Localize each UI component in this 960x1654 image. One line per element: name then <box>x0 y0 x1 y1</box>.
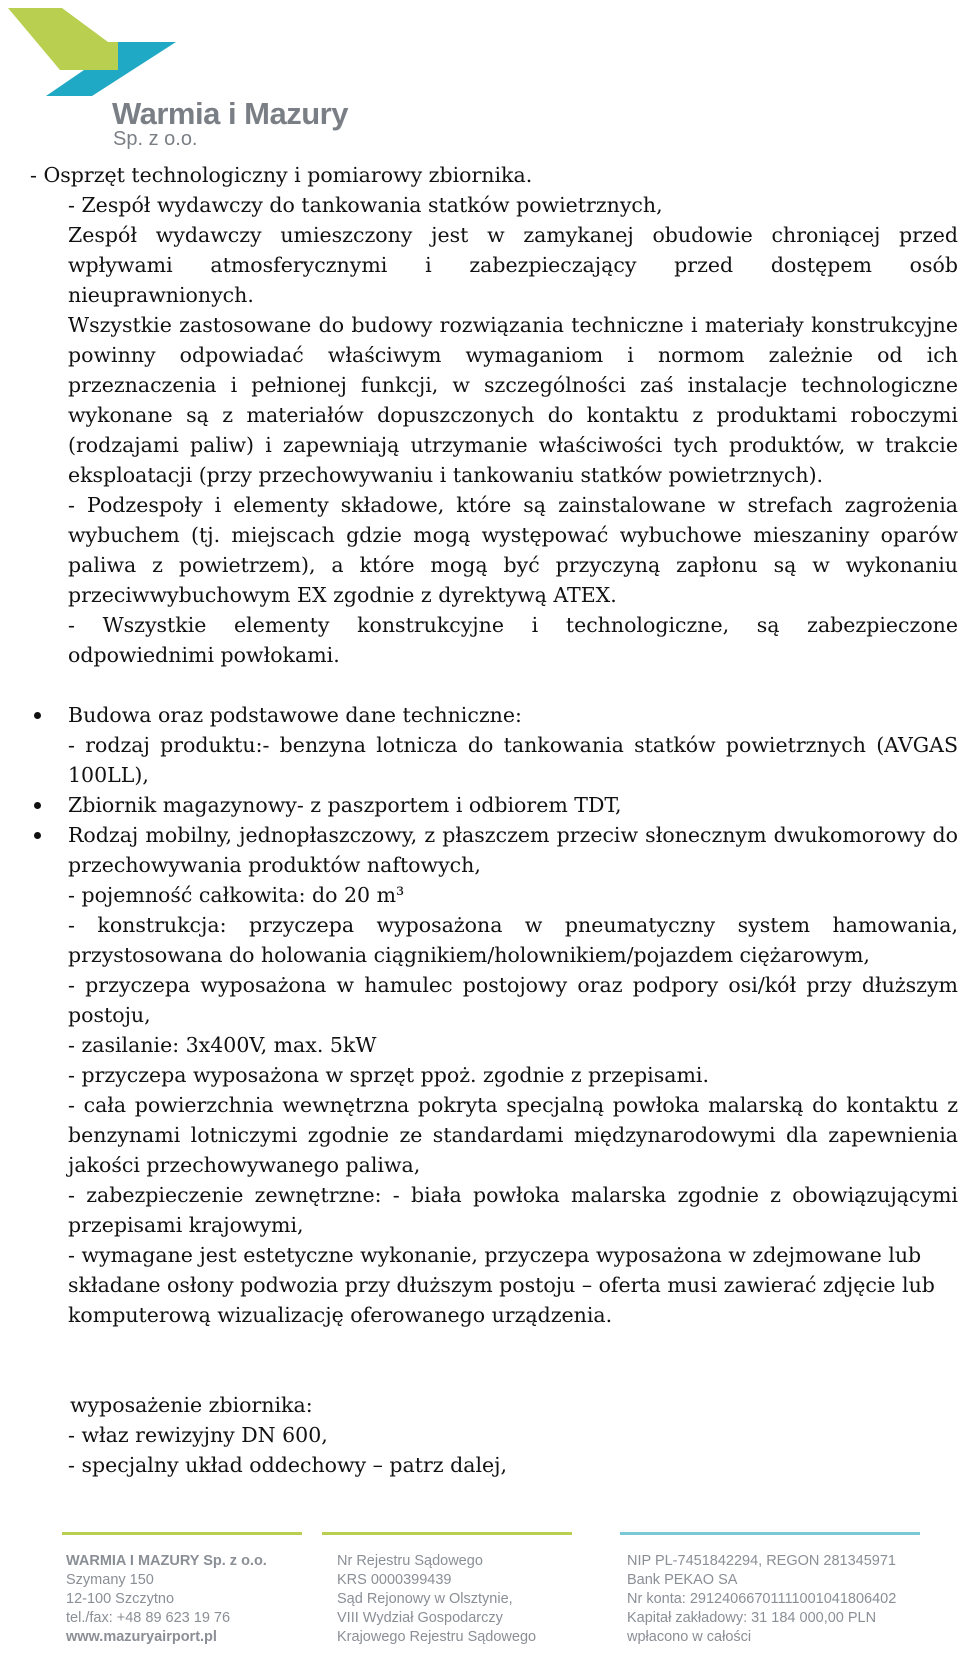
footer-divider <box>322 1532 572 1535</box>
equipment-breathing-system: - specjalny układ oddechowy – patrz dalej, <box>68 1453 508 1477</box>
logo-suffix: Sp. z o.o. <box>113 128 198 150</box>
paragraph-materials: Wszystkie zastosowane do budowy rozwiązania techniczne i materiały konstrukcyjne powinny odpowiadać właściwym wymaganiom i normom zależnie od ich przeznaczenia i pełnionej funkcji, w szczególności zaś instalacje technologiczne wykonane są z materiałów dopuszczonych do kontaktu z produktami roboczymi (rodzajami paliw) i zapewniają utrzymanie właściwości tych produktów, w trakcie eksploatacji (przy przechowywaniu i tankowaniu statków powietrznych). <box>68 313 958 487</box>
bullet-tank-type <box>30 820 958 1330</box>
footer-finance-line: Bank PEKAO SA <box>627 1572 738 1588</box>
footer-company-name: WARMIA I MAZURY Sp. z o.o. <box>66 1553 267 1569</box>
bullet-construction <box>30 700 958 790</box>
bullet-dot-icon <box>34 802 41 809</box>
bullet-construction-title: Budowa oraz podstawowe dane techniczne: <box>68 703 522 727</box>
footer-company-info <box>66 1552 267 1647</box>
footer-finance-line: NIP PL-7451842294, REGON 281345971 <box>627 1553 896 1569</box>
footer-registry-line: KRS 0000399439 <box>337 1572 452 1588</box>
footer-address-line: Szymany 150 <box>66 1572 154 1588</box>
bullet-tank-type-text: Rodzaj mobilny, jednopłaszczowy, z płaszczem przeciw słonecznym dwukomorowy do przechowywania produktów naftowych, <box>68 823 958 877</box>
spec-parking-brake: - przyczepa wyposażona w hamulec postojowy oraz podpory osi/kół przy dłuższym postoju, <box>68 973 958 1027</box>
spec-capacity: - pojemność całkowita: do 20 m³ <box>68 883 405 907</box>
spec-fire-equipment: - przyczepa wyposażona w sprzęt ppoż. zgodnie z przepisami. <box>68 1063 709 1087</box>
footer-finance-line: Kapitał zakładowy: 31 184 000,00 PLN <box>627 1610 877 1626</box>
equipment-manhole: - właz rewizyjny DN 600, <box>68 1423 328 1447</box>
spec-internal-coating: - cała powierzchnia wewnętrzna pokryta specjalną powłoka malarską do kontaktu z benzynami lotniczymi zgodnie ze standardami międzynarodowymi dla zapewnienia jakości przechowywanego paliwa, <box>68 1093 958 1177</box>
bullet-dot-icon <box>34 832 41 839</box>
logo-name: Warmia i Mazury <box>112 96 348 131</box>
paragraph-atex: - Podzespoły i elementy składowe, które są zainstalowane w strefach zagrożenia wybuchem (tj. miejscach gdzie mogą występować wybuchowe mieszaniny oparów paliwa z powietrzem), a które mogą być przyczyną zapłonu są w wykonaniu przeciwwybuchowym EX zgodnie z dyrektywą ATEX. <box>68 493 958 607</box>
bullet-storage-tank <box>30 790 958 820</box>
footer-divider <box>62 1532 302 1535</box>
footer-registry-line: Nr Rejestru Sądowego <box>337 1553 483 1569</box>
document-body <box>30 160 958 1480</box>
footer-financial-info <box>627 1552 896 1647</box>
footer-divider <box>620 1532 920 1535</box>
paragraph-equipment: - Osprzęt technologiczny i pomiarowy zbiornika. <box>30 163 533 187</box>
spec-aesthetics: - wymagane jest estetyczne wykonanie, przyczepa wyposażona w zdejmowane lub składane osłony podwozia przy dłuższym postoju – oferta musi zawierać zdjęcie lub komputerową wizualizację oferowanego urządzenia. <box>68 1243 935 1327</box>
footer-registry-line: Krajowego Rejestru Sądowego <box>337 1629 537 1645</box>
footer-address-line: 12-100 Szczytno <box>66 1591 175 1607</box>
footer-registry-line: VIII Wydział Gospodarczy <box>337 1610 503 1626</box>
footer-finance-line: wpłacono w całości <box>627 1629 752 1645</box>
bullet-storage-tank-text: Zbiornik magazynowy- z paszportem i odbiorem TDT, <box>68 793 622 817</box>
footer-registry-info <box>337 1552 536 1647</box>
paragraph-dispenser: - Zespół wydawczy do tankowania statków powietrznych, <box>68 193 663 217</box>
footer-finance-line: Nr konta: 29124066701111001041806402 <box>627 1591 897 1607</box>
bullet-dot-icon <box>34 712 41 719</box>
paragraph-dispenser-housing: Zespół wydawczy umieszczony jest w zamykanej obudowie chroniącej przed wpływami atmosferycznymi i zabezpieczający przed dostępem osób nieuprawnionych. <box>68 223 958 307</box>
spec-external-protection: - zabezpieczenie zewnętrzne: - biała powłoka malarska zgodnie z obowiązującymi przepisami krajowymi, <box>68 1183 958 1237</box>
paragraph-coatings: - Wszystkie elementy konstrukcyjne i technologiczne, są zabezpieczone odpowiednimi powłokami. <box>68 613 958 667</box>
product-type-line: - rodzaj produktu:- benzyna lotnicza do tankowania statków powietrznych (AVGAS 100LL), <box>68 733 958 787</box>
logo-green-shape <box>8 8 172 70</box>
footer-phone: tel./fax: +48 89 623 19 76 <box>66 1610 231 1626</box>
spec-power: - zasilanie: 3x400V, max. 5kW <box>68 1033 377 1057</box>
equipment-title: wyposażenie zbiornika: <box>70 1393 313 1417</box>
footer-registry-line: Sąd Rejonowy w Olsztynie, <box>337 1591 513 1607</box>
footer-website-link[interactable]: www.mazuryairport.pl <box>66 1629 217 1645</box>
spec-construction: - konstrukcja: przyczepa wyposażona w pneumatyczny system hamowania, przystosowana do holowania ciągnikiem/holownikiem/pojazdem ciężarowym, <box>68 913 958 967</box>
